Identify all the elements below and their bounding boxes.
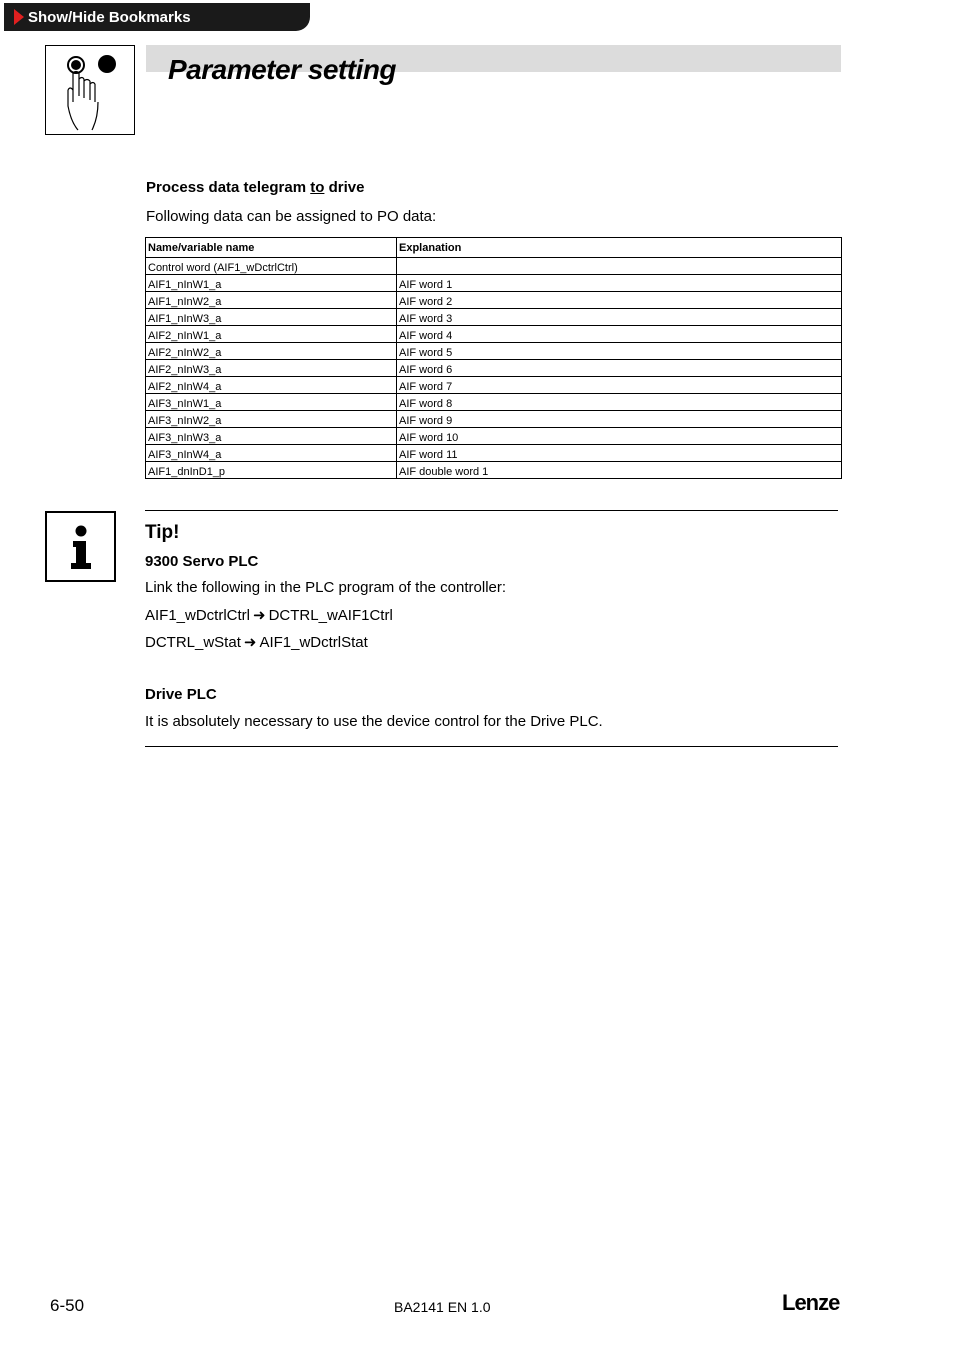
cell-explanation: AIF word 6	[397, 360, 842, 377]
cell-explanation: AIF word 5	[397, 343, 842, 360]
table-row	[146, 275, 842, 292]
table-row	[146, 326, 842, 343]
servo-plc-text: Link the following in the PLC program of the controller:	[145, 579, 507, 596]
servo-plc-heading: 9300 Servo PLC	[145, 553, 259, 570]
table-row	[146, 411, 842, 428]
page-number: 6-50	[50, 1296, 85, 1315]
cell-name: AIF2_nInW2_a	[146, 343, 397, 360]
tip-bottom-divider	[145, 746, 838, 747]
bookmarks-label: Show/Hide Bookmarks	[28, 9, 191, 26]
tip-top-divider	[145, 510, 838, 511]
cell-explanation: AIF word 9	[397, 411, 842, 428]
cell-explanation	[397, 258, 842, 275]
page-title: Parameter setting	[168, 54, 397, 85]
table-row	[146, 309, 842, 326]
table-header-row	[146, 238, 842, 258]
cell-name: AIF1_dnInD1_p	[146, 462, 397, 479]
link-line-2	[145, 633, 368, 651]
table-row	[146, 258, 842, 275]
heading-underlined-word: to	[310, 179, 325, 196]
cell-explanation: AIF word 11	[397, 445, 842, 462]
cell-name: AIF1_nInW3_a	[146, 309, 397, 326]
cell-explanation: AIF word 8	[397, 394, 842, 411]
link2-from: DCTRL_wStat	[145, 634, 241, 651]
document-id: BA2141 EN 1.0	[394, 1299, 491, 1315]
intro-text: Following data can be assigned to PO data:	[146, 208, 437, 225]
tip-title: Tip!	[145, 522, 180, 543]
cell-explanation: AIF word 2	[397, 292, 842, 309]
lenze-logo: Lenze	[782, 1290, 840, 1315]
table-row	[146, 360, 842, 377]
link1-to: DCTRL_wAIF1Ctrl	[268, 607, 393, 624]
cell-explanation: AIF word 7	[397, 377, 842, 394]
cell-name: Control word (AIF1_wDctrlCtrl)	[146, 258, 397, 275]
cell-name: AIF2_nInW1_a	[146, 326, 397, 343]
cell-name: AIF2_nInW4_a	[146, 377, 397, 394]
table-row	[146, 428, 842, 445]
parameter-table	[145, 237, 842, 479]
arrow-right-icon: ➜	[253, 607, 266, 624]
cell-name: AIF3_nInW4_a	[146, 445, 397, 462]
table-row	[146, 292, 842, 309]
cell-explanation: AIF word 10	[397, 428, 842, 445]
link-line-1	[145, 606, 393, 624]
link1-from: AIF1_wDctrlCtrl	[145, 607, 251, 624]
drive-plc-heading: Drive PLC	[145, 686, 217, 703]
table-row	[146, 445, 842, 462]
link2-to: AIF1_wDctrlStat	[259, 634, 368, 651]
hand-pressing-button-icon	[45, 45, 135, 135]
heading-part-3: drive	[324, 179, 365, 196]
cell-explanation: AIF word 4	[397, 326, 842, 343]
section-heading	[146, 179, 364, 196]
column-header-name: Name/variable name	[146, 238, 397, 258]
cell-name: AIF3_nInW3_a	[146, 428, 397, 445]
cell-explanation: AIF word 3	[397, 309, 842, 326]
drive-plc-text: It is absolutely necessary to use the device control for the Drive PLC.	[145, 713, 603, 730]
cell-name: AIF1_nInW1_a	[146, 275, 397, 292]
show-hide-bookmarks-button[interactable]	[4, 3, 310, 31]
heading-part-1: Process data telegram	[146, 179, 311, 196]
triangle-right-icon	[14, 9, 24, 25]
cell-name: AIF2_nInW3_a	[146, 360, 397, 377]
table-row	[146, 394, 842, 411]
cell-explanation: AIF double word 1	[397, 462, 842, 479]
cell-name: AIF3_nInW1_a	[146, 394, 397, 411]
cell-name: AIF1_nInW2_a	[146, 292, 397, 309]
cell-name: AIF3_nInW2_a	[146, 411, 397, 428]
cell-explanation: AIF word 1	[397, 275, 842, 292]
table-row	[146, 377, 842, 394]
table-row	[146, 462, 842, 479]
arrow-right-icon: ➜	[243, 634, 257, 651]
column-header-explanation: Explanation	[397, 238, 842, 258]
info-icon	[45, 511, 116, 582]
table-row	[146, 343, 842, 360]
